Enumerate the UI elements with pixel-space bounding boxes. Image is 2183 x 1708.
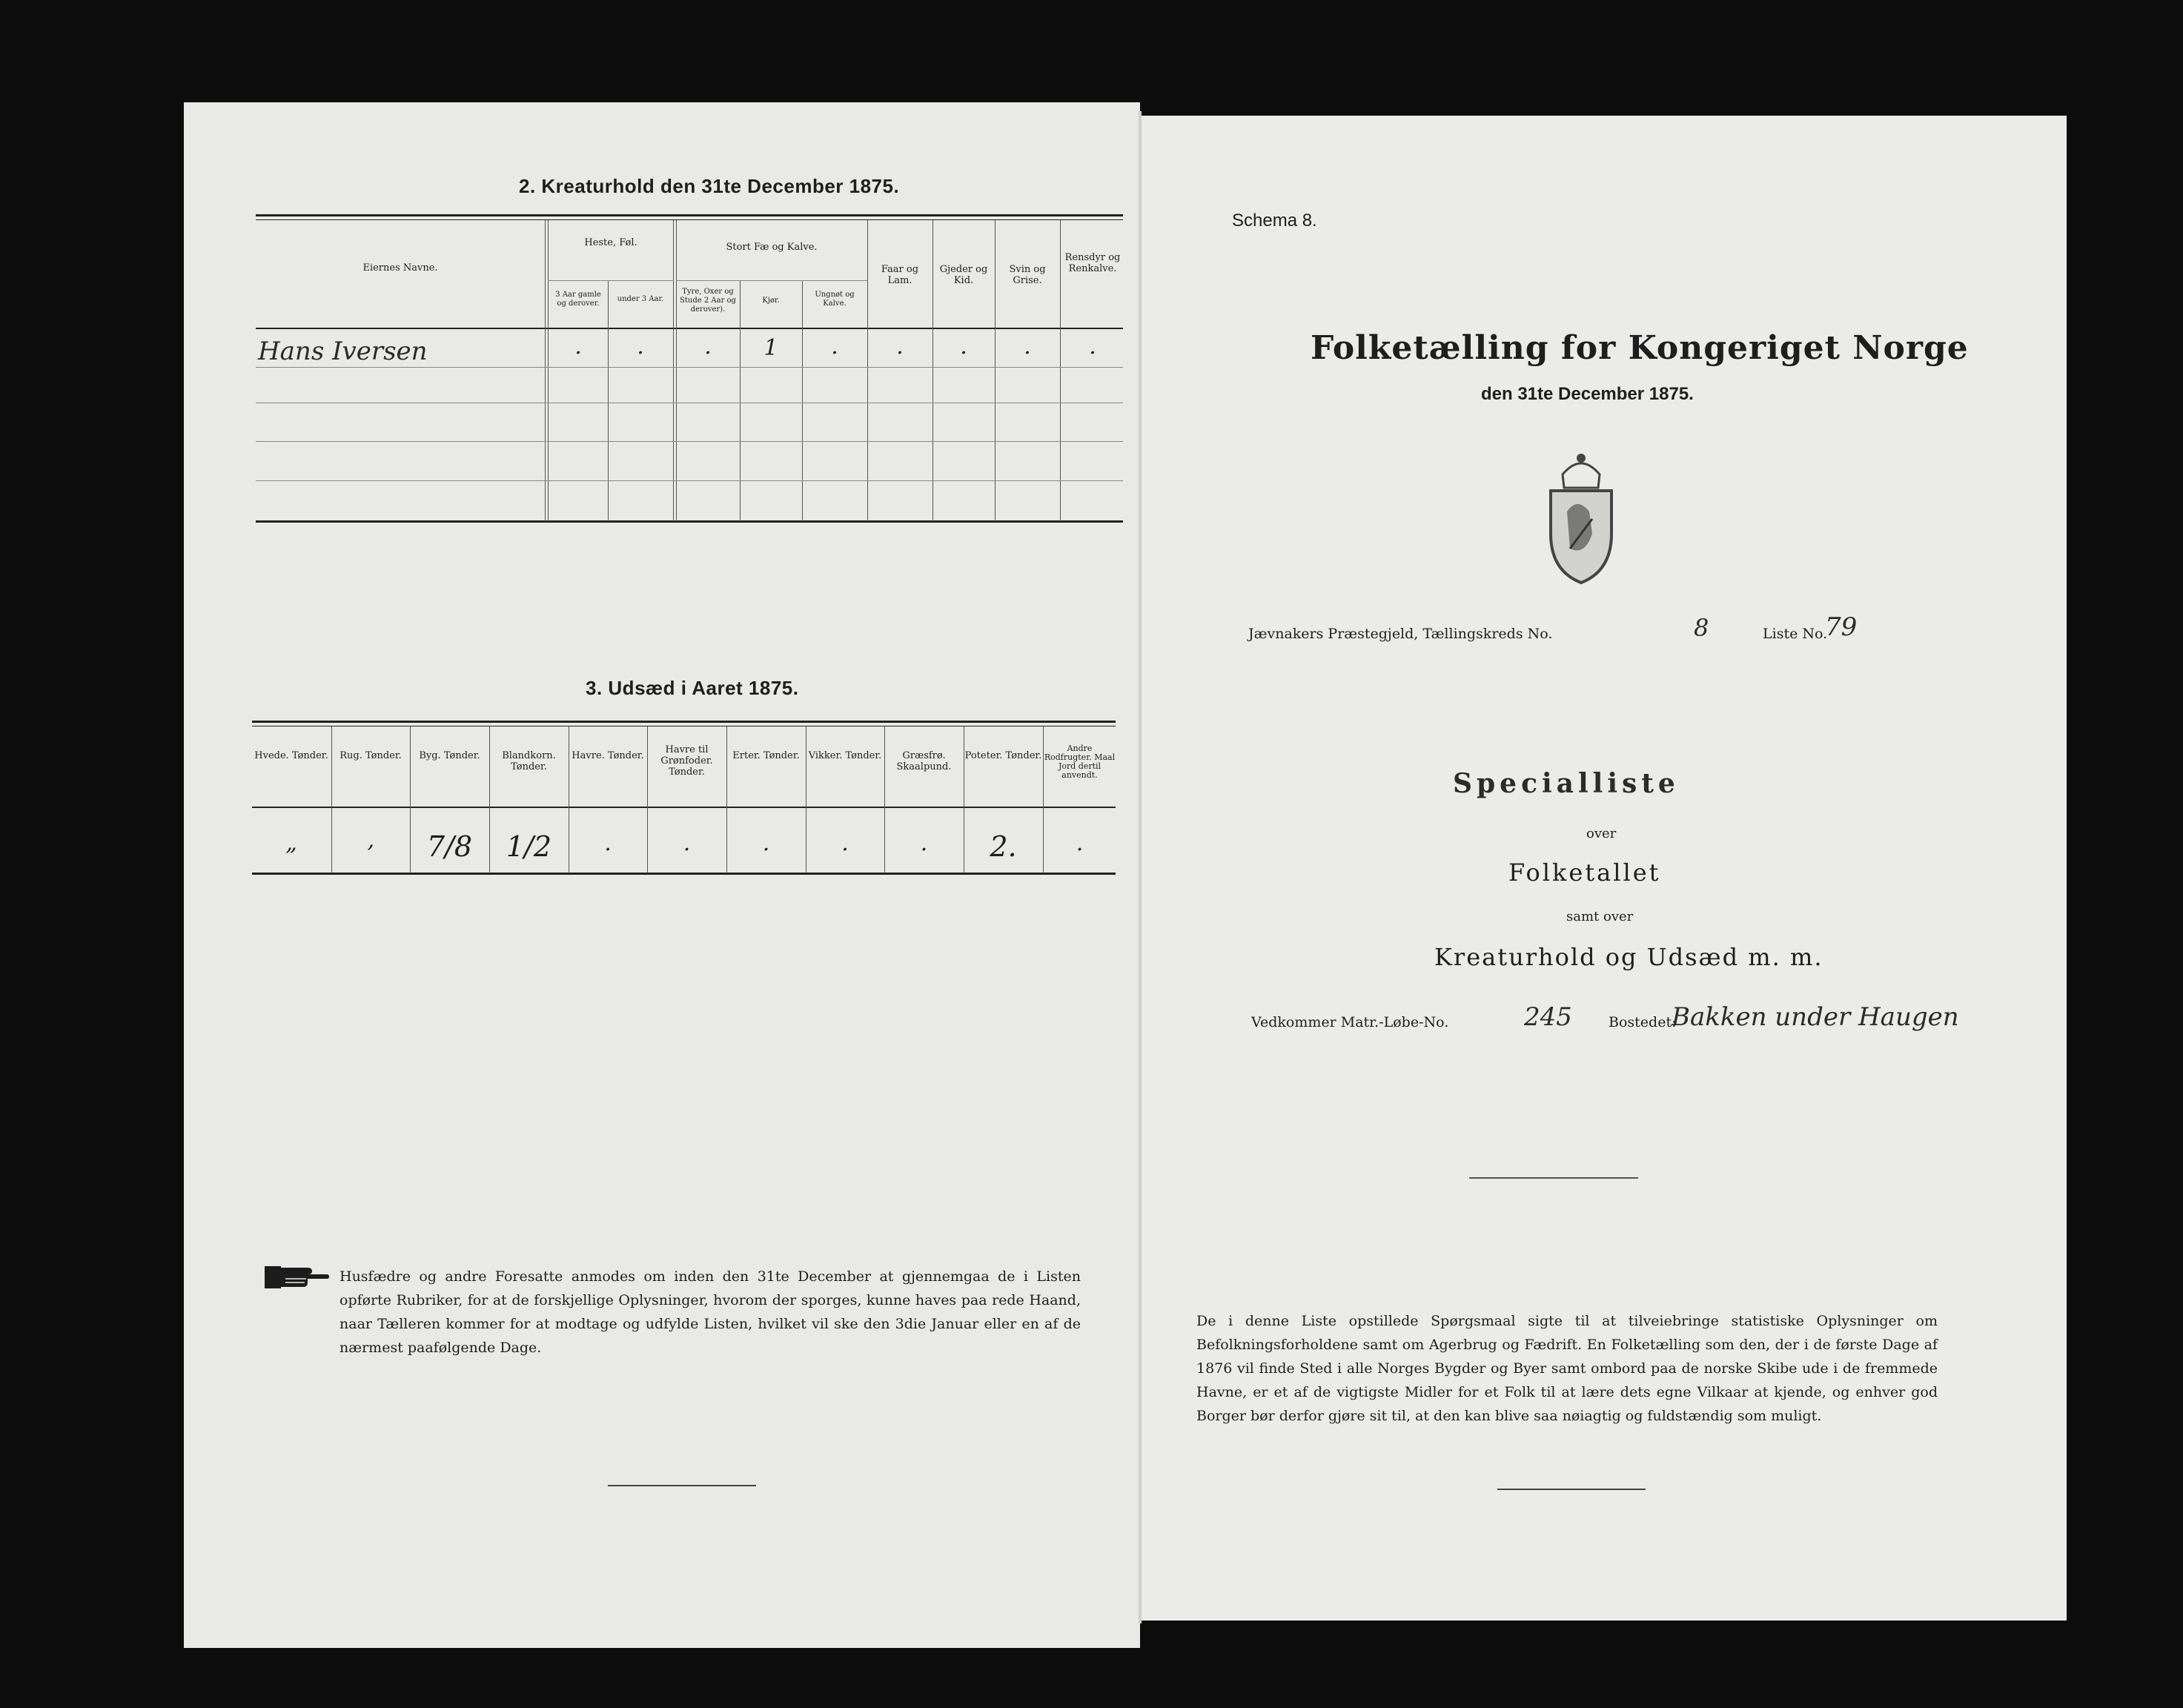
specialliste-heading: Specialliste [1453, 768, 1680, 799]
table3-top-rule [252, 721, 1116, 723]
udsaed-header: Havre til Grønfoder. Tønder. [660, 744, 713, 778]
col-heste-header: Heste, Føl. [584, 237, 637, 248]
main-title: Folketælling for Kongeriget Norge [1311, 329, 1969, 367]
table3-header-rule [252, 807, 1116, 808]
col-rensdyr-header: Rensdyr og Renkalve. [1064, 252, 1121, 274]
udsaed-header: Havre. Tønder. [572, 750, 644, 761]
table2-cell: 1 [763, 335, 778, 361]
kreaturhold-heading: Kreaturhold og Udsæd m. m. [1434, 943, 1823, 971]
udsaed-header: Andre Rodfrugter. Maal Jord dertil anvendt. [1044, 744, 1116, 780]
table3-cell: . [683, 830, 691, 856]
col-heste-sub2: under 3 Aar. [617, 295, 664, 303]
liste-label: Liste No. [1763, 626, 1828, 642]
table3-cell: „ [285, 830, 297, 856]
section3-title: 3. Udsæd i Aaret 1875. [586, 677, 799, 699]
table2-cell: . [704, 334, 712, 360]
udsaed-header: Vikker. Tønder. [808, 750, 882, 761]
udsaed-header: Poteter. Tønder. [964, 750, 1042, 761]
norwegian-coat-of-arms-icon [1540, 445, 1622, 586]
col-faar-header: Faar og Lam. [881, 264, 919, 286]
table2-cell: . [960, 334, 967, 360]
col-stort-sub3: Ungnøt og Kalve. [815, 291, 855, 308]
footer-text: De i denne Liste opstillede Spørgsmaal sigte til at tilveiebringe statistiske Oplysninger om Befolkningsforholdene samt om Agerbrug og Fædrift. En Folketælling som den, der i de første Dage af 1876 vil finde Sted i alle Norges Bygder og Byer samt ombord paa de norske Skibe ude i de fremmede Havne, er et af de vigtigste Midler for et Folk til at lære dets egne Vilkaar at kjende, og enhver god Borger bør derfor gjøre sit til, at den kan blive saa nøiagtig og fuldstændig som muligt. [1196, 1313, 1938, 1424]
main-subtitle: den 31te December 1875. [1481, 384, 1694, 404]
col-gjeder-header: Gjeder og Kid. [939, 264, 988, 286]
folketallet-heading: Folketallet [1508, 858, 1661, 887]
udsaed-header: Rug. Tønder. [339, 750, 402, 761]
samt-over-text: samt over [1566, 909, 1634, 924]
table3-cell: 2. [990, 830, 1017, 863]
table3-cell: 7/8 [426, 830, 473, 863]
col-stort-header: Stort Fæ og Kalve. [726, 242, 818, 253]
table2-top-rule [256, 214, 1123, 216]
table3-cell: . [762, 830, 770, 856]
kreds-no: 8 [1694, 614, 1709, 642]
table2-cell: . [1024, 334, 1031, 360]
udsaed-header: Blandkorn. Tønder. [502, 750, 556, 772]
schema-label: Schema 8. [1232, 211, 1317, 231]
section2-title: 2. Kreaturhold den 31te December 1875. [519, 175, 900, 197]
bleed-through [185, 200, 252, 1312]
table3-cell: . [1076, 830, 1084, 856]
table2-header-rule [256, 328, 1123, 329]
col-stort-sub1: Tyre, Oxer og Stude 2 Aar og derover). [680, 288, 736, 314]
matr-label: Vedkommer Matr.-Løbe-No. [1251, 1014, 1449, 1030]
table3-cell: ‚ [367, 827, 374, 853]
table3-cell: . [841, 830, 849, 856]
pointing-hand-icon [263, 1260, 330, 1293]
col-stort-sub2: Kjør. [762, 297, 780, 305]
table2-cell: . [574, 334, 582, 360]
page-fold [1139, 111, 1142, 1623]
owner-name: Hans Iversen [258, 337, 428, 366]
udsaed-header: Græsfrø. Skaalpund. [896, 750, 952, 772]
table3-cell: . [604, 830, 612, 856]
right-mid-rule [1469, 1177, 1638, 1179]
left-footer-rule [608, 1485, 756, 1486]
table3-cell: 1/2 [506, 830, 552, 863]
prestegjeld-label: Jævnakers Præstegjeld, Tællingskreds No. [1248, 626, 1553, 642]
notice-text: Husfædre og andre Foresatte anmodes om inden den 31te December at gjennemgaa de i Listen opførte Rubriker, for at de forskjellige Oplysninger, hvorom der sporges, kunne haves paa rede Haand, naar Tælleren kommer for at modtage og udfylde Listen, hvilket vil ske den 3die Januar eller en af de nærmest paafølgende Dage. [339, 1268, 1081, 1356]
udsaed-header: Byg. Tønder. [419, 750, 480, 761]
table3-bottom-rule [252, 873, 1116, 875]
col-owner-header: Eiernes Navne. [362, 262, 438, 274]
table2-bottom-rule [256, 520, 1123, 523]
table2-cell: . [896, 334, 904, 360]
liste-no: 79 [1825, 612, 1858, 642]
bostedet-label: Bostedet: [1609, 1014, 1677, 1030]
right-footer-rule [1497, 1489, 1646, 1490]
over-text: over [1586, 826, 1617, 841]
bostedet-value: Bakken under Haugen [1672, 1002, 1959, 1032]
table2-cell: . [1089, 334, 1096, 360]
matr-no: 245 [1524, 1002, 1572, 1032]
table2-cell: . [637, 334, 644, 360]
table3-cell: . [920, 830, 928, 856]
col-heste-sub1: 3 Aar gamle og derover. [555, 291, 601, 308]
udsaed-header: Hvede. Tønder. [254, 750, 328, 761]
udsaed-header: Erter. Tønder. [732, 750, 800, 761]
col-svin-header: Svin og Grise. [1009, 264, 1046, 286]
table2-cell: . [831, 334, 838, 360]
